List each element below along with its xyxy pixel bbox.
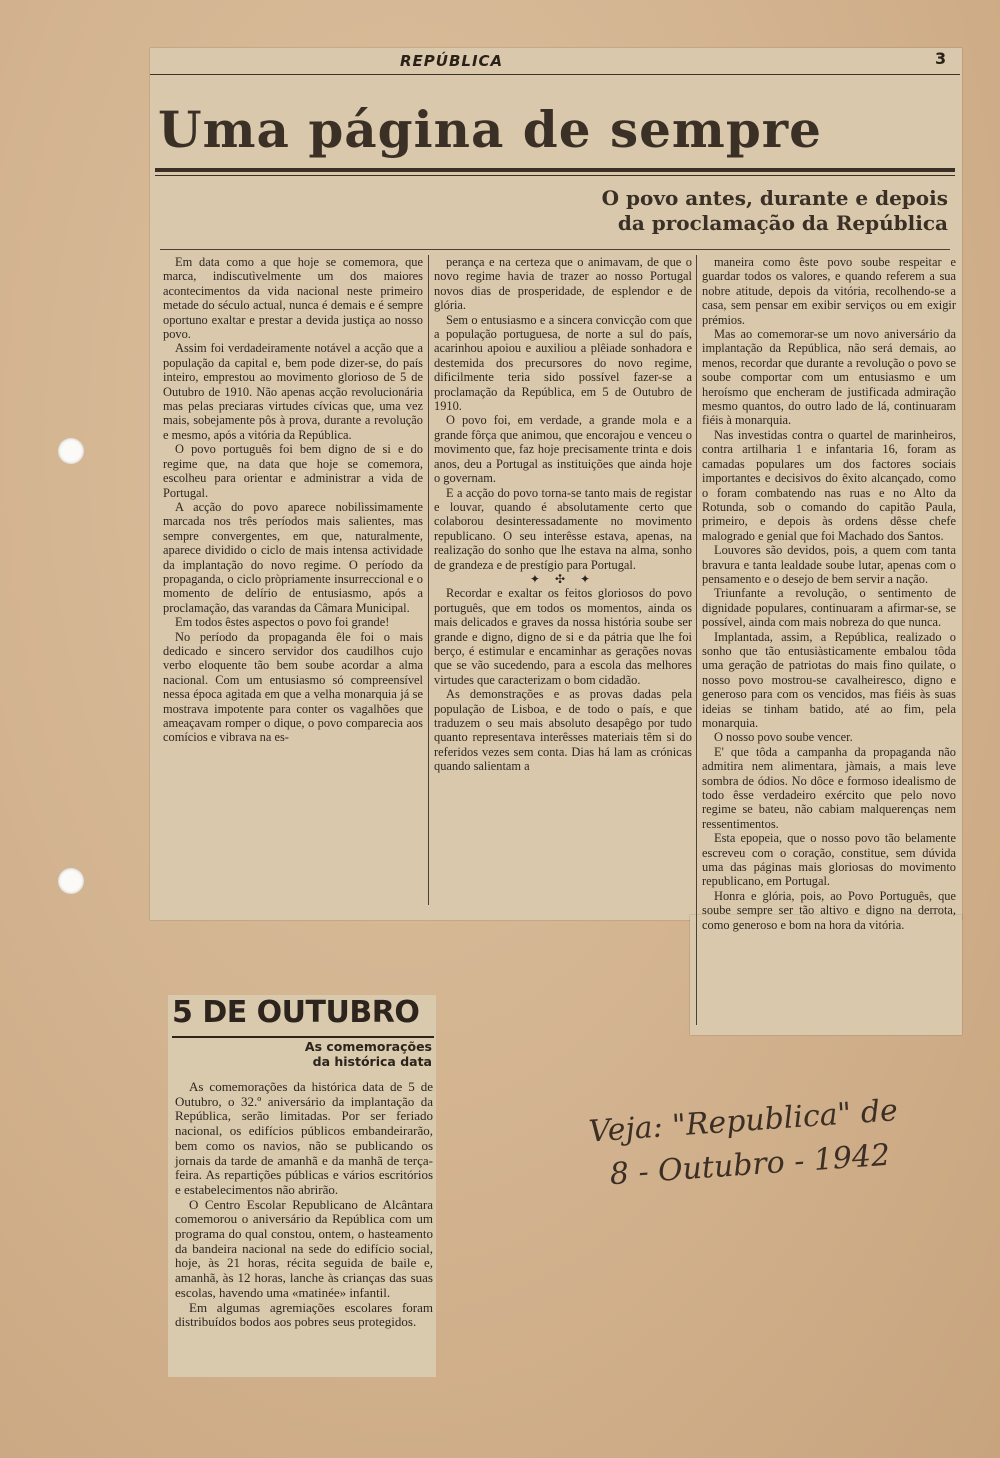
headline-rule-thin [155, 175, 955, 176]
notice-subhead [240, 1039, 432, 1069]
handwritten-line-1: Veja: "Republica" de [587, 1093, 899, 1150]
paragraph: maneira como êste povo soube respeitar e guardar todos os valores, e quando referem a sua nobre atitude, depois da vitória, recolhendo-se a casa, sem pensar em exibir serviços ou em exigir prémios. [702, 255, 956, 327]
paragraph: A acção do povo aparece nobilìssimamente marcada nos três períodos mais salientes, mas sempre convergentes, em que, naturalmente, aparece dividido o ciclo de mais intensa actividade da implantação do novo regime. O período da propaganda, o ciclo pròpriamente insurreccional e o momento de delírio de entusiasmo, após a proclamação, das varandas da Câmara Municipal. [163, 499, 423, 615]
paragraph: perança e na certeza que o animavam, de que o novo regime havia de trazer ao nosso Portugal novos dias de prosperidade, de esplendor e de glória. [434, 255, 692, 313]
paragraph: Em data como a que hoje se comemora, que marca, indiscutìvelmente um dos maiores acontecimentos da vida nacional neste primeiro metade do século actual, nunca é demais e é sempre oportuno exaltar e prestar a devida justiça ao nosso povo. [163, 255, 423, 342]
paragraph: Triunfante a revolução, o sentimento de dignidade populares, continuaram a afirmar-se, se possível, ainda com mais nobreza do que nunca. [702, 586, 956, 630]
binder-hole-top [58, 438, 84, 464]
paragraph: Em algumas agremiações escolares foram distribuídos bodos aos pobres seus protegidos. [175, 1299, 433, 1330]
paragraph: Recordar e exaltar os feitos gloriosos do povo português, que em todos os momentos, ainda os mais delicados e graves da nossa história soube ser grande e digno, digno de si e da pátria que lhe foi berço, é estimular e encaminhar as gerações novas que se vão sucedendo, para a escola das melhores virtudes que caracterizam o bom cidadão. [434, 586, 692, 687]
paragraph: O nosso povo soube vencer. [714, 730, 853, 745]
column-divider [696, 255, 697, 1025]
handwritten-line-2: 8 - Outubro - 1942 [608, 1137, 892, 1193]
section-ornament: ✦ ✣ ✦ [529, 571, 597, 586]
paragraph: No período da propaganda êle foi o mais dedicado e sincero servidor dos caudilhos cujo verbo eloquente tão bem soube acordar a alma nacional. Com um entusiasmo só compreensível nessa época agitada em que a velha monarquia já se mostrava impotente para conter os vagalhões que ameaçavam romper o dique, o povo comparecia aos comícios e vibrava na es- [163, 629, 423, 745]
notice-headline-rule [172, 1036, 434, 1038]
notice-body [175, 1080, 433, 1330]
paragraph: Mas ao comemorar-se um novo aniversário da implantação da República, não será demais, ao menos, recordar que durante a revolução o povo se soube comportar com um entusiasmo e um heroísmo que encheram de justificada admiração mesmo quantos, do outro lado de lá, continuaram fiéis à monarquia. [702, 327, 956, 428]
subhead-line-1: O povo antes, durante e depois [601, 186, 948, 210]
paragraph: As comemorações da histórica data de 5 de Outubro, o 32.º aniversário da implantação da República, serão limitadas. Por ser feriado nacional, os edifícios públicos embandeirarão, bem como os navios, não se publicando os jornais da tarde de amanhã e da manhã de terça-feira. As repartições públicas e vários escritórios e estabelecimentos não abrirão. [175, 1079, 433, 1197]
paragraph: O povo foi, em verdade, a grande mola e a grande fôrça que animou, que encorajou e venceu o movimento que, faz hoje precisamente trinta e dois anos, deu a Portugal as instituições que ainda hoje o governam. [434, 413, 692, 486]
subhead-line-2: da proclamação da República [617, 211, 948, 235]
paragraph: Em todos êstes aspectos o povo foi grande! [175, 615, 390, 630]
article-column-1 [163, 255, 423, 915]
newspaper-name: REPÚBLICA [400, 52, 504, 70]
paragraph: O povo português foi bem digno de si e do regime que, na data que hoje se comemora, escolheu para orientar e administrar a vida de Portugal. [163, 442, 423, 500]
binder-hole-bottom [58, 868, 84, 894]
article-column-3 [702, 255, 956, 1035]
article-subhead [468, 186, 948, 236]
notice-headline: 5 DE OUTUBRO [172, 995, 420, 1030]
paragraph: Sem o entusiasmo e a sincera convicção com que a população portuguesa, de norte a sul do país, acarinhou apoiou e auxiliou a plêiade sonhadora e destemida dos precursores do novo regime, dificilmente teria sido possível fazer-se a proclamação da República, em 5 de Outubro de 1910. [434, 312, 692, 414]
paragraph: As demonstrações e as provas dadas pela população de Lisboa, e de todo o país, e que traduzem o seu mais absoluto desapêgo por tudo quanto representava interêsses materiais têm si do referidos vezes sem conta. Dias há lam as crónicas quando salientam a [434, 687, 692, 774]
newspaper-header-rule [150, 52, 960, 75]
paragraph: Louvores são devidos, pois, a quem com tanta bravura e tanta lealdade soube lutar, apenas com o pensamento e o desejo de bem servir a nação. [702, 543, 956, 586]
paragraph: Assim foi verdadeiramente notável a acção que a população da capital e, bem pode dizer-se, do país inteiro, emprestou ao movimento glorioso de 5 de Outubro de 1910. Não apenas acção revolucionária mas pelas preciaras virtudes cívicas que, uma vez mais, sobejamente pôs à prova, durante a revolução e mesmo, após a vitória da República. [163, 341, 423, 442]
paragraph: Nas investidas contra o quartel de marinheiros, contra artilharia 1 e infantaria 16, foram as camadas populares um dos factores sociais importantes e decisivos do êxito alcançado, como o foram combatendo nas ruas e no Alto da Rotunda, sob o comando do capitão Paula, primeiro, e depois às ordens dêsse chefe malogrado e genial que foi Machado dos Santos. [702, 427, 956, 543]
headline-rule [155, 168, 955, 172]
paragraph: E' que tôda a campanha da propaganda não admitira nem alimentara, jàmais, a mais leve sombra de ódios. No dôce e formoso idealismo de todo êsse verdadeiro exército que pelo novo regime se bateu, não cabiam malquerenças nem ressentimentos. [702, 744, 956, 831]
article-column-2 [434, 255, 692, 915]
notice-subhead-line-1: As comemorações [304, 1039, 432, 1054]
paragraph: Esta epopeia, que o nosso povo tão belamente escreveu com o coração, constitue, sem dúvida uma das páginas mais gloriosas do movimento republicano, em Portugal. [702, 831, 956, 889]
notice-subhead-line-2: da histórica data [312, 1054, 432, 1069]
column-top-rule [160, 249, 950, 250]
paragraph: O Centro Escolar Republicano de Alcântara comemorou o aniversário da República com um programa do qual constou, ontem, o hasteamento da bandeira nacional na sede do edifício social, hoje, às 21 horas, récita seguida de baile e, amanhã, às 12 horas, lanche às crianças das suas escolas, havendo uma «matinée» infantil. [175, 1196, 433, 1300]
page-number: 3 [935, 49, 947, 68]
paragraph: Honra e glória, pois, ao Povo Português, que soube sempre ser tão altivo e digno na derrota, como generoso e bom na hora da vitória. [702, 888, 956, 932]
paragraph: Implantada, assim, a República, realizado o sonho que tão entusiàsticamente embalou tôda uma geração de patriotas do mais fino quilate, o nosso povo mostrou-se cavalheiresco, digno e generoso para com os vencidos, mas fiéis às suas ideias se tinham batido, até ao fim, pela monarquia. [702, 629, 956, 730]
paragraph: E a acção do povo torna-se tanto mais de registar e louvar, quando é absolutamente certo que colaborou desinteressadamente no movimento republicano. O seu interêsse estava, apenas, na realização do sonho que lhe estava na alma, sonho de grandeza e de prestígio para Portugal. [434, 485, 692, 572]
article-headline: Uma página de sempre [158, 100, 822, 159]
column-divider [428, 255, 429, 905]
